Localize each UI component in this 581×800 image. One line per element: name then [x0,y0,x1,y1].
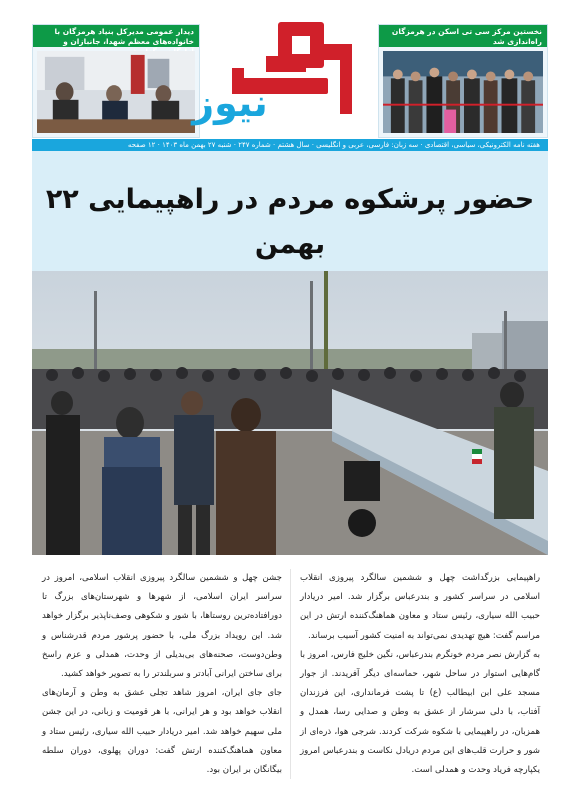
masthead [0,0,581,150]
headline-area [32,151,548,271]
right-news-teaser[interactable] [378,24,548,138]
paragraph: جشن چهل و ششمین سالگرد پیروزی انقلاب اسلامی، امروز در سراسر ایران اسلامی، از شهرها و شهرستان‌های بزرگ تا دورافتاده‌ترین روستاها، با شور و شکوهی وصف‌ناپذیر برگزار خواهد شد. این رویداد بزرگ ملی، با حضور پرشور مردم قدرشناس و وطن‌دوست، صحنه‌های بی‌بدیلی از وحدت، همدلی و عزم راسخ برای ساختن ایرانی آبادتر و سربلندتر را به تصویر خواهد کشید. [42,573,282,680]
article-body [32,555,548,790]
crowd-march-image [32,271,548,555]
article-column-right [300,569,540,780]
paragraph: به گزارش نصر مردم خونگرم بندرعباس، نگین خلیج فارس، امروز با گام‌هایی استوار در ساحل شهر، حماسه‌ای دیگر آفریدند. از جوار مسجد علی ابن ابیطالب (ع) تا پشت فرمانداری، این فرزندان آفتاب، با دلی سرشار از عشق به وطن و صدایی رسا، همدل و همزبان، در راهپیمایی با شکوه شرکت کردند. شرجی هوا، ذره‌ای از شور و حرارت قلب‌های این مردم دریادل نکاست و بندرعباس امروز یکپارچه فریاد وحدت و همدلی است. [300,649,540,776]
issue-info-bar: هفته نامه الکترونیکی، سیاسی، اقتصادی · سه زبان: فارسی، عربی و انگلیسی · سال هشتم · شماره ۲۴۷ · شنبه ۲۷ بهمن ماه ۱۴۰۳ · ۱۲ صفحه [32,139,548,151]
paragraph: راهپیمایی بزرگداشت چهل و ششمین سالگرد پیروزی انقلاب اسلامی در سراسر کشور و بندرعباس برگزار شد. امیر دریادار حبیب الله سیاری، رئیس ستاد و معاون هماهنگ‌کننده ارتش در این مراسم گفت: هیچ تهدیدی نمی‌تواند به امنیت کشور آسیب برساند. [300,573,540,641]
left-teaser-headline[interactable]: دیدار عمومی مدیرکل بنیاد هرمزگان با خانواده‌های معظم شهدا، جانبازان و [33,25,199,47]
column-divider [290,569,291,779]
right-teaser-photo [383,51,543,133]
headline-line-1: حضور پرشکوه مردم در راهپیمایی ۲۲ بهمن [45,184,535,260]
right-teaser-headline[interactable]: نخستین مرکز سی تی اسکن در هرمزگان راه‌اندازی شد [379,25,547,47]
rally-photo[interactable] [32,271,548,555]
paragraph: جای جای ایران، امروز شاهد تجلی عشق به وطن و آرمان‌های انقلاب خواهد بود و هر ایرانی، با هر قومیت و زبانی، در این جشن ملی سهیم خواهد شد. امیر دریادار حبیب الله سیاری، رئیس ستاد و معاون هماهنگ‌کننده ارتش گفت: دوران پهلوی، دوران سلطه بیگانگان بر ایران بود. [42,688,282,776]
brand-secondary: نیوز [192,81,268,125]
brand-logo[interactable] [170,16,380,128]
article-column-left [42,569,282,780]
logo-mark [170,16,380,128]
ribbon-cutting-photo [383,51,543,133]
